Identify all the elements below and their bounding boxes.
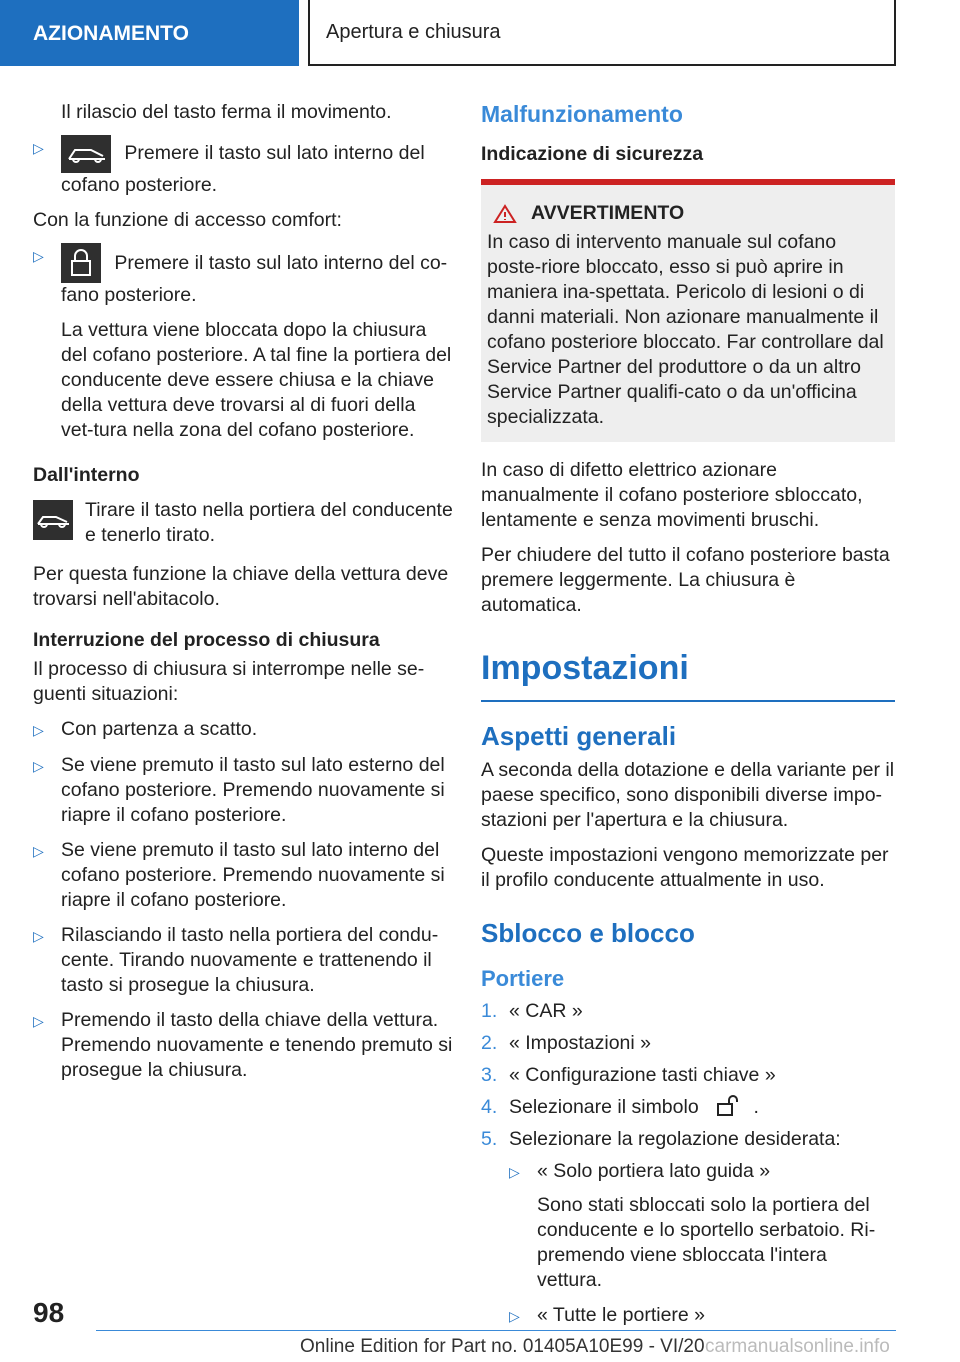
paragraph-release: Il rilascio del tasto ferma il movimento. (61, 101, 392, 123)
heading-doors: Portiere (481, 966, 565, 991)
list-item: 1. « CAR » (481, 1000, 583, 1022)
paragraph-key-inside: Per questa funzione la chiave della vettura deve trovarsi nell'abitacolo. (33, 563, 449, 610)
paragraph-interrupt: Il processo di chiusura si interrompe nelle se-guenti situazioni: (33, 658, 425, 705)
triangle-bullet-icon: ▷ (33, 758, 44, 774)
heading-malfunction: Malfunzionamento (481, 101, 683, 127)
bullet-press-inner-text: Premere il tasto sul lato interno del cofano posteriore. (61, 142, 425, 196)
triangle-bullet-icon: ▷ (509, 1164, 520, 1180)
list-item: ▷ Rilasciando il tasto nella portiera del condu-cente. Tirando nuovamente e trattenendo il tasto si prosegue la chiusura. (33, 924, 439, 996)
warning-title: AVVERTIMENTO (531, 202, 685, 224)
paragraph-close: Per chiudere del tutto il cofano posteriore basta premere leggermente. La chiusura è automatica. (481, 544, 890, 616)
triangle-bullet-icon: ▷ (509, 1308, 520, 1324)
paragraph-driver-desc: Sono stati sbloccati solo la portiera del conducente e lo sportello serbatoio. Ri-premendo viene sbloccata l'intera vettura. (537, 1194, 876, 1291)
heading-interrupt: Interruzione del processo di chiusura (33, 629, 380, 651)
paragraph-general-2: Queste impostazioni vengono memorizzate per il profilo conducente attualmente in uso. (481, 844, 889, 891)
list-item: 4. Selezionare il simbolo . (481, 1096, 759, 1118)
header-chapter: Apertura e chiusura (310, 0, 896, 66)
page-number: 98 (33, 1297, 65, 1328)
list-item: 3. « Configurazione tasti chiave » (481, 1064, 776, 1086)
list-item: ▷ Premendo il tasto della chiave della vettura. Premendo nuovamente e tenendo premuto si prosegue la chiusura. (33, 1009, 453, 1081)
row-inside (33, 498, 453, 548)
lock-icon (61, 243, 101, 283)
triangle-bullet-icon: ▷ (33, 1013, 44, 1029)
triangle-bullet-icon: ▷ (33, 140, 44, 156)
left-column (33, 100, 453, 1093)
warning-text: In caso di intervento manuale sul cofano poste-riore bloccato, esso si può aprire in maniera ina-spettata. Pericolo di lesioni o di danni materiali. Non azionare manualmente il cofano posteriore bloccato. Far controllare dal Service Partner del produttore o da un altro Service Partner qualifi-cato o da un'officina specializzata. (487, 231, 884, 428)
paragraph-defect: In caso di difetto elettrico azionare manualmente il cofano posteriore sbloccato, lentamente e senza movimenti bruschi. (481, 459, 863, 531)
paragraph-general-1: A seconda della dotazione e della variante per il paese specifico, sono disponibili diverse impo-stazioni per l'apertura e la chiusura. (481, 759, 895, 831)
triangle-bullet-icon: ▷ (33, 928, 44, 944)
warning-box (481, 179, 895, 442)
watermark: carmanualsonline.info (705, 1336, 890, 1357)
list-item: ▷ Se viene premuto il tasto sul lato esterno del cofano posteriore. Premendo nuovamente si riapre il cofano posteriore. (33, 754, 445, 826)
bullet-press-inner-lock (33, 243, 453, 308)
heading-general: Aspetti generali (481, 721, 677, 751)
heading-safety: Indicazione di sicurezza (481, 143, 704, 165)
footer-divider (96, 1330, 896, 1331)
triangle-bullet-icon: ▷ (33, 722, 44, 738)
triangle-bullet-icon: ▷ (33, 843, 44, 859)
list-item: ▷ « Tutte le portiere » (509, 1303, 895, 1329)
list-item: ▷ « Solo portiera lato guida » (509, 1159, 895, 1185)
list-item: 2. « Impostazioni » (481, 1032, 651, 1054)
header-section: AZIONAMENTO (0, 0, 299, 66)
footer-edition: Online Edition for Part no. 01405A10E99 - VI/20 (300, 1336, 705, 1357)
list-item: 5. Selezionare la regolazione desiderata: (481, 1128, 841, 1150)
bullet-press-inner-lock-text: Premere il tasto sul lato interno del co-fano posteriore. (61, 252, 448, 306)
list-item: ▷ Con partenza a scatto. (33, 717, 453, 743)
list-item: ▷ Se viene premuto il tasto sul lato interno del cofano posteriore. Premendo nuovamente si riapre il cofano posteriore. (33, 839, 445, 911)
heading-settings: Impostazioni (481, 648, 895, 702)
heading-unlock: Sblocco e blocco (481, 918, 695, 948)
bullet-press-inner (33, 135, 453, 198)
triangle-bullet-icon: ▷ (33, 248, 44, 264)
paragraph-comfort: Con la funzione di accesso comfort: (33, 209, 342, 231)
paragraph-inside: Tirare il tasto nella portiera del conducente e tenerlo tirato. (85, 499, 453, 546)
right-column (481, 100, 895, 1337)
warning-triangle-icon (493, 204, 517, 224)
paragraph-locked: La vettura viene bloccata dopo la chiusura del cofano posteriore. A tal fine la portiera del conducente deve essere chiusa e la chiave della vettura deve trovarsi al di fuori della vet-tura nella zona del cofano posteriore. (61, 319, 452, 441)
unlock-icon (710, 1095, 746, 1117)
car-tailgate-icon (33, 500, 73, 540)
car-tailgate-icon (61, 135, 111, 173)
heading-inside: Dall'interno (33, 464, 140, 486)
